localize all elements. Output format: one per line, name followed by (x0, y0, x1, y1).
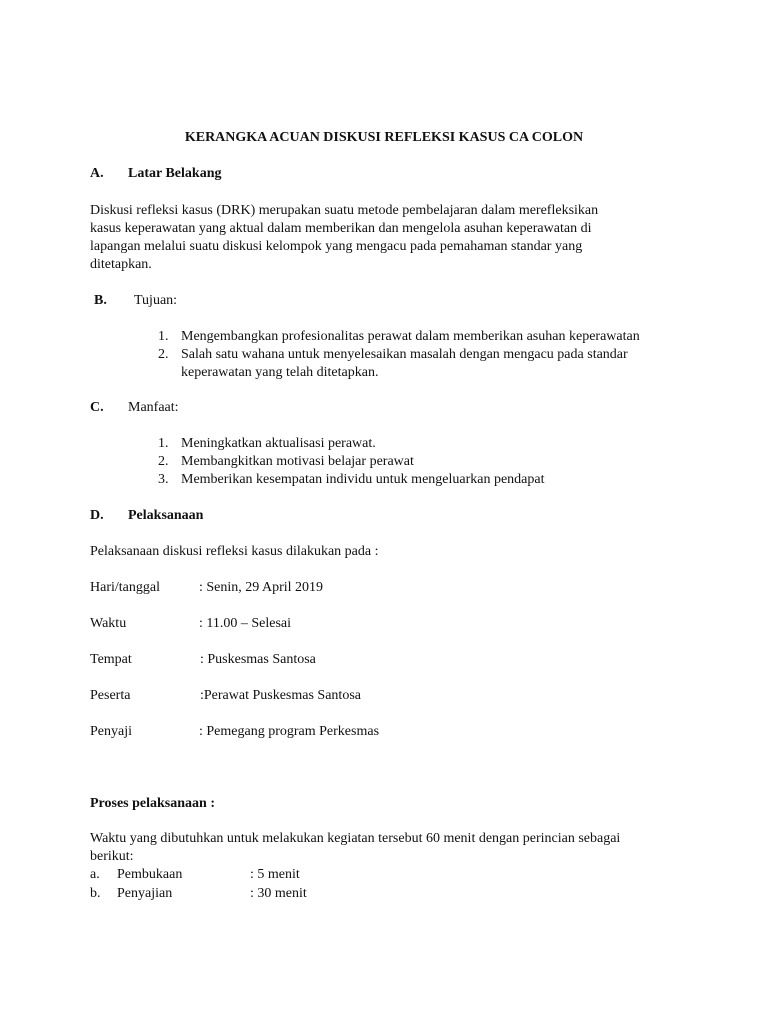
process-item-letter: a. (90, 867, 100, 882)
section-a-paragraph (90, 202, 680, 274)
section-c-letter: C. (90, 400, 104, 415)
list-number: 1. (158, 329, 169, 344)
process-item-value: : 30 menit (250, 886, 307, 901)
process-item-value: : 5 menit (250, 867, 300, 882)
detail-label: Waktu (90, 616, 127, 631)
process-item-label: Penyajian (117, 886, 173, 901)
paragraph-line: ditetapkan. (90, 257, 152, 272)
process-paragraph (90, 830, 680, 866)
process-heading: Proses pelaksanaan : (90, 796, 215, 811)
paragraph-line: lapangan melalui suatu diskusi kelompok yang mengacu pada pemahaman standar yang (90, 239, 583, 254)
section-d-heading: Pelaksanaan (128, 508, 204, 523)
section-a-letter: A. (90, 166, 104, 181)
detail-value: : Pemegang program Perkesmas (199, 724, 380, 739)
detail-value: : Senin, 29 April 2019 (199, 580, 324, 595)
detail-value: :Perawat Puskesmas Santosa (200, 688, 361, 703)
section-c-heading: Manfaat: (128, 400, 179, 415)
detail-label: Penyaji (90, 724, 132, 739)
section-a-heading: Latar Belakang (128, 166, 222, 181)
process-item-label: Pembukaan (117, 867, 183, 882)
section-b-heading: Tujuan: (134, 293, 178, 308)
paragraph-line: kasus keperawatan yang aktual dalam memberikan dan mengelola asuhan keperawatan di (90, 221, 592, 236)
list-item-text: Membangkitkan motivasi belajar perawat (181, 454, 414, 469)
paragraph-line: Waktu yang dibutuhkan untuk melakukan kegiatan tersebut 60 menit dengan perincian sebagai (90, 831, 621, 846)
list-item-text: keperawatan yang telah ditetapkan. (181, 365, 379, 380)
detail-label: Peserta (90, 688, 131, 703)
list-item-text: Memberikan kesempatan individu untuk mengeluarkan pendapat (181, 472, 545, 487)
list-number: 3. (158, 472, 169, 487)
process-item-letter: b. (90, 886, 101, 901)
paragraph-line: Diskusi refleksi kasus (DRK) merupakan suatu metode pembelajaran dalam merefleksikan (90, 203, 599, 218)
list-item-text: Salah satu wahana untuk menyelesaikan masalah dengan mengacu pada standar (181, 347, 628, 362)
detail-value: : Puskesmas Santosa (200, 652, 316, 667)
section-b-letter: B. (94, 293, 107, 308)
section-d-intro: Pelaksanaan diskusi refleksi kasus dilakukan pada : (90, 544, 379, 559)
list-number: 1. (158, 436, 169, 451)
list-number: 2. (158, 347, 169, 362)
detail-value: : 11.00 – Selesai (199, 616, 292, 631)
detail-label: Tempat (90, 652, 132, 667)
paragraph-line: berikut: (90, 849, 134, 864)
section-d-letter: D. (90, 508, 104, 523)
list-item-text: Meningkatkan aktualisasi perawat. (181, 436, 376, 451)
document-title: KERANGKA ACUAN DISKUSI REFLEKSI KASUS CA COLON (184, 130, 584, 145)
list-item-text: Mengembangkan profesionalitas perawat dalam memberikan asuhan keperawatan (181, 329, 640, 344)
list-number: 2. (158, 454, 169, 469)
detail-label: Hari/tanggal (90, 580, 160, 595)
